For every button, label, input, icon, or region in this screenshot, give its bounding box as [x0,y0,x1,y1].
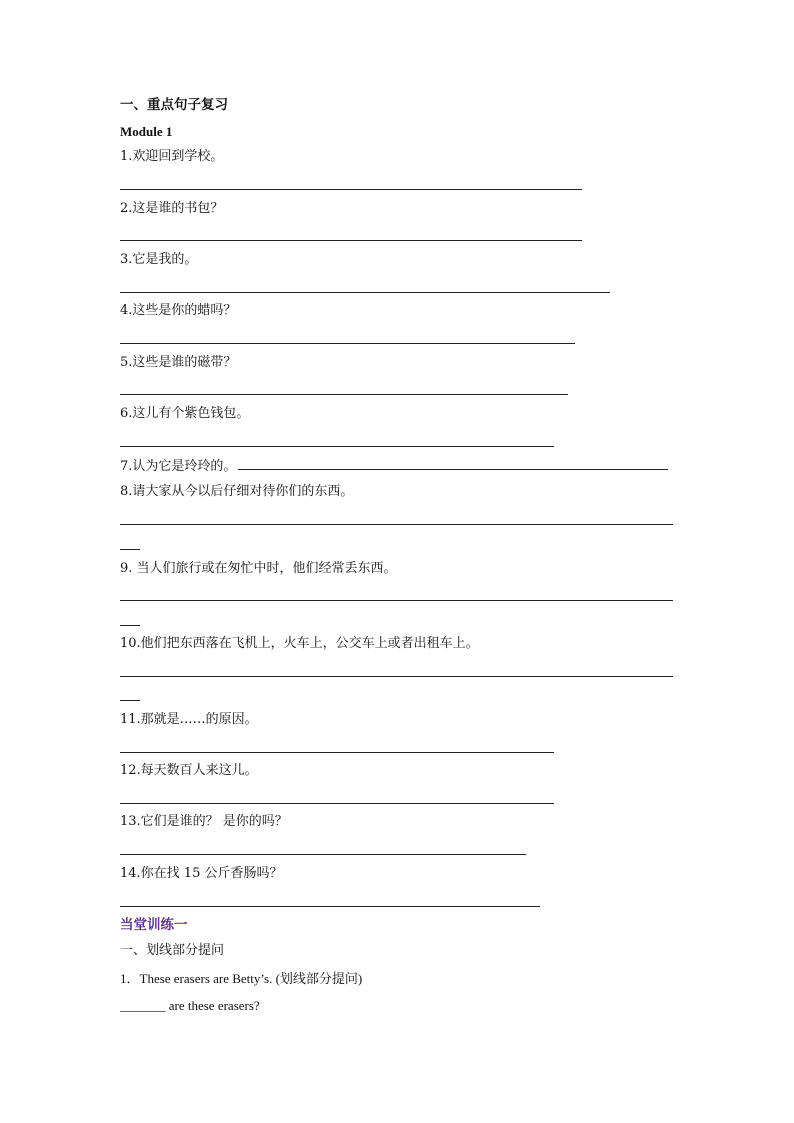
sentence-6: 6.这儿有个紫色钱包。 [120,406,250,421]
answer-line-5[interactable] [120,394,568,395]
sentence-8: 8.请大家从今以后仔细对待你们的东西。 [120,484,354,499]
answer-line-9-tail[interactable] [120,625,140,626]
answer-line-12[interactable] [120,803,554,804]
answer-line-3[interactable] [120,292,610,293]
practice-subtitle: 一、划线部分提问 [120,943,225,958]
answer-line-4[interactable] [120,343,575,344]
sentence-11: 11.那就是……的原因。 [120,712,258,727]
answer-line-7[interactable] [238,457,668,470]
answer-line-9[interactable] [120,600,673,601]
sentence-7-row [120,457,668,475]
sentence-14: 14.你在找 15 公斤香肠吗？ [120,866,283,881]
sentence-10: 10.他们把东西落在飞机上，火车上，公交车上或者出租车上。 [120,636,479,651]
practice-question-1-answer[interactable]: _______ are these erasers? [120,998,260,1013]
answer-line-1[interactable] [120,189,582,190]
sentence-4: 4.这些是你的蜡吗？ [120,303,237,318]
sentence-2: 2.这是谁的书包？ [120,201,224,216]
sentence-3: 3.它是我的。 [120,252,198,267]
section-title: 一、重点句子复习 [120,97,228,113]
practice-question-1: 1．These erasers are Betty’s. (划线部分提问) [120,971,363,986]
sentence-12: 12.每天数百人来这儿。 [120,763,258,778]
module-title: Module 1 [120,124,173,139]
answer-line-10[interactable] [120,676,673,677]
answer-line-14[interactable] [120,906,540,907]
sentence-1: 1.欢迎回到学校。 [120,149,224,164]
sentence-9: 9. 当人们旅行或在匆忙中时，他们经常丢东西。 [120,561,397,576]
answer-line-11[interactable] [120,752,554,753]
answer-line-10-tail[interactable] [120,700,140,701]
sentence-7: 7.认为它是玲玲的。 [120,459,237,474]
answer-line-6[interactable] [120,446,554,447]
practice-title: 当堂训练一 [120,917,188,933]
sentence-13: 13.它们是谁的？ 是你的吗？ [120,814,288,829]
answer-line-8-tail[interactable] [120,549,140,550]
sentence-5: 5.这些是谁的磁带？ [120,355,237,370]
answer-line-13[interactable] [120,854,526,855]
answer-line-8[interactable] [120,524,673,525]
answer-line-2[interactable] [120,240,582,241]
